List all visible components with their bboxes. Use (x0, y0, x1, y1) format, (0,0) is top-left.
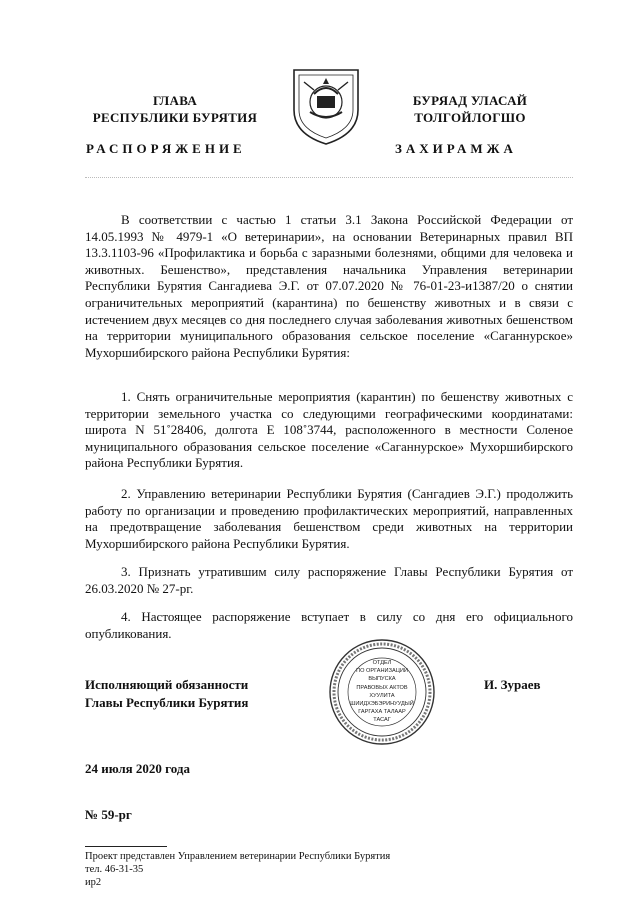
item-1-text: 1. Снять ограничительные мероприятия (карантин) по бешенству животных с территории земельного участка со следующими географическими координатами: широта N 51˚28406, долгота E 108˚3744, расположенного в местности Соленое муниципального образования сельское поселение «Саганнурское» Мухоршибирского района Республики Бурятия. (85, 389, 573, 471)
document-date: 24 июля 2020 года (85, 761, 190, 776)
footer-line2: тел. 46-31-35 (85, 864, 144, 875)
document-number: № 59-рг (85, 807, 132, 822)
issuer-right-line1: БУРЯАД УЛАСАЙ (412, 93, 528, 108)
signatory-position (85, 676, 248, 712)
item-3-text: 3. Признать утратившим силу распоряжение Главы Республики Бурятия от 26.03.2020 № 27-рг. (85, 564, 573, 596)
footer-line1: Проект представлен Управлением ветеринарии Республики Бурятия (85, 851, 391, 862)
issuer-left-line1: ГЛАВА (152, 93, 198, 108)
footer-line3: ир2 (85, 877, 102, 888)
stamp-inner-text (348, 659, 416, 725)
stamp-line: ШИИДХЭБЭРИНУУДЫЙ (350, 701, 414, 708)
footer-rule (85, 846, 167, 847)
stamp-line: ПО ОРГАНИЗАЦИИ (356, 668, 408, 675)
stamp-line: ВЫПУСКА (368, 676, 396, 683)
issuer-left-line2: РЕСПУБЛИКИ БУРЯТИЯ (92, 110, 258, 125)
stamp-line: ОТДЕЛ (372, 660, 392, 666)
stamp-line: ПРАВОВЫХ АКТОВ (356, 684, 408, 691)
preamble-paragraph (85, 212, 573, 361)
item-4-text: 4. Настоящее распоряжение вступает в силу со дня его официального опубликования. (85, 609, 573, 641)
item-3-paragraph (85, 564, 573, 597)
stamp-line: ХУУЛИТА (369, 692, 395, 699)
coat-of-arms-emblem (290, 66, 362, 146)
doc-type-bur: ЗАХИРАМЖА (395, 141, 517, 156)
item-1-paragraph (85, 389, 573, 472)
signatory-name: И. Зураев (484, 677, 541, 692)
stamp-line: ГАРГАХА ТАЛААР (358, 709, 406, 716)
issuer-right-line2: ТОЛГОЙЛОГШО (414, 110, 526, 125)
signatory-position-line1: Исполняющий обязанности (85, 677, 249, 692)
item-2-text: 2. Управлению ветеринарии Республики Бурятия (Сангадиев Э.Г.) продолжить работу по организации и проведению профилактических мероприятий, направленных на предотвращение заболевания бешенством среди животных на территории Мухоршибирского района Республики Бурятия. (85, 486, 573, 551)
item-2-paragraph (85, 486, 573, 552)
footer-note (85, 850, 390, 889)
issuer-right (380, 92, 560, 126)
header-divider (85, 177, 573, 178)
doc-type-ru: РАСПОРЯЖЕНИЕ (86, 141, 246, 156)
issuer-left (85, 92, 265, 126)
signatory-position-line2: Главы Республики Бурятия (85, 695, 249, 710)
stamp-line: ТАСАГ (373, 717, 391, 724)
official-stamp (328, 638, 436, 746)
preamble-text: В соответствии с частью 1 статьи 3.1 Закона Российской Федерации от 14.05.1993 № 4979-1 «О ветеринарии», на основании Ветеринарных правил ВП 13.3.1103-96 «Профилактика и борьба с заразными болезнями, общими для человека и животных. Бешенство», представления начальника Управления ветеринарии Республики Бурятия Сангадиева Э.Г. от 07.07.2020 № 76-01-23-и1387/20 о снятии ограничительных мероприятий (карантина) по бешенству животных и в связи с истечением двух месяцев со дня последнего случая заболевания животных бешенством на территории муниципального образования сельское поселение «Саганнурское» Мухоршибирского района Республики Бурятия: (85, 212, 573, 360)
